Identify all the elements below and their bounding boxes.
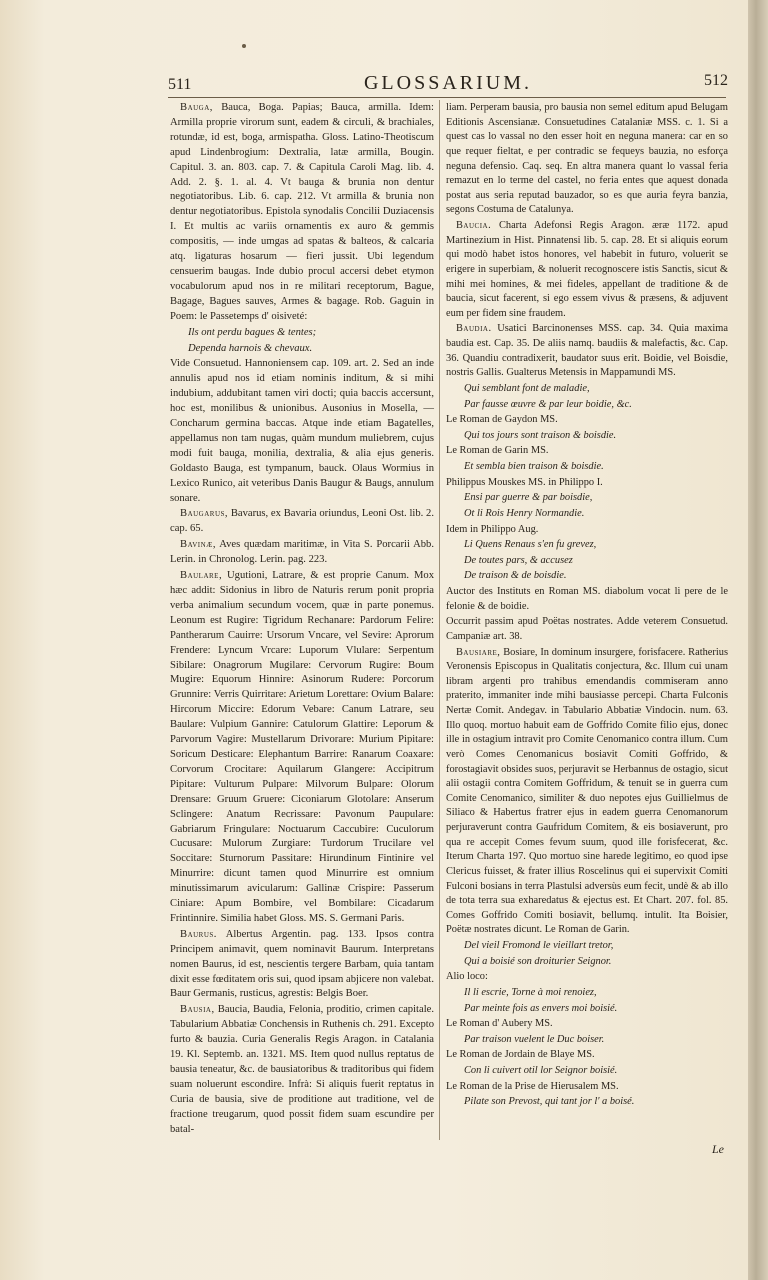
entry-lemma: Baulare,	[180, 570, 223, 582]
entry-paragraph	[170, 507, 434, 537]
verse-line: Con li cuivert otil lor Seignor boisié.	[464, 1065, 618, 1076]
verse-line: Pilate son Prevost, qui tant jor l' a boisé.	[464, 1096, 635, 1108]
source-line: Idem in Philippo Aug.	[446, 523, 539, 535]
ink-spot	[242, 44, 246, 48]
page-header	[168, 72, 728, 98]
source-line: Occurrit passim apud Poëtas nostrates. Adde veterem Consuetud. Campaniæ art. 38.	[446, 616, 728, 642]
entry-paragraph	[170, 1003, 434, 1137]
source-line: Le Roman d' Aubery MS.	[446, 1018, 553, 1030]
column-divider	[439, 100, 440, 1140]
entry-lemma: Baugarus,	[180, 508, 229, 520]
entry-lemma: Baucia.	[456, 220, 492, 231]
entry-text: Baucia, Baudia, Felonia, proditio, crimen capitale. Tabularium Abbatiæ Conchensis in Ruthenis ch. 291. Excepto furto & bauzia. Curia Generalis Regis Aragon. in Catalania 19. Kl. Septemb. an. 1321. MS. Item quod nullus reptatus de bausia teneatur, &c. de bausiatoribus & traditoribus qui fidem suam noluerunt escondire. Infrà: Si aliquis fuerit reptatus in Curia de bausia, sive de proditione aut traditione, vel de fractione treugarum, quod possit fidem suam escundire per batal-	[170, 1004, 434, 1135]
source-line: Auctor des Instituts en Roman MS. diabolum vocat li pere de le felonie & de boidie.	[446, 586, 728, 612]
verse-line: Qui a boisié son droiturier Seignor.	[464, 955, 612, 967]
entry-text: Bauca, Boga. Papias; Bauca, armilla. Idem: Armilla proprie virorum sunt, eadem & circuli, & brachiales, rotundæ, id est, boga, armispatha. Gloss. Latino-Theotiscum apud Lindenbrogium: Dextralia, latæ armilla, Bougin. Capitul. 3. an. 803. cap. 7. & Capitula Caroli Mag. lib. 4. Add. 2. §. 1. al. 4. Vt bauga & brunia non dentur negotiatoribus. Lib. 6. cap. 212. Vt armilla & brunia non dentur negotiatoribus. Epistola synodalis Concilii Duziacensis I. Et multis ac variis ornamentis ex auro & gemmis compositis, — inde umgas ad spatas & balteos, & calcaria atq. ligaturas hosarum — fieri jussit. Ubi legendum censuerim baugas. Inde dubio procul accersi debet etymon vocabulorum apud nos in re militari receptorum, Bague, Bagage, Bagues sauves, Armes & bagage. Rob. Gaguin in Poem: le Passetemps d' oisiveté:	[170, 102, 434, 322]
verse-line: Ot li Rois Henry Normandie.	[464, 507, 585, 519]
entry-paragraph	[170, 538, 434, 568]
entry-paragraph	[446, 646, 728, 939]
verse-line: Ils ont perdu bagues & tentes;	[188, 326, 317, 338]
right-column	[446, 101, 728, 1111]
entry-paragraph	[170, 928, 434, 1003]
verse-line: Par meinte fois as envers moi boisié.	[464, 1002, 618, 1014]
entry-text: Aves quædam maritimæ, in Vita S. Porcarii Abb. Lerin. in Chronolog. Lerin. pag. 223.	[170, 539, 434, 566]
entry-lemma: Baurus.	[180, 928, 217, 940]
verse-line: Li Quens Renaus s'en fu grevez,	[464, 539, 597, 551]
source-line: Le Roman de Gaydon MS.	[446, 414, 558, 426]
source-line: Vide Consuetud. Hannoniensem cap. 109. art. 2. Sed an inde annulis apud nos id etiam nominis inditum, & si mihi indubium, addubitant tamen viri docti; quia baccis accersunt, hoc est, monilibus & unionibus. Ausonius in Mosella, — Concharum germina baccas. Atque inde etiam Bagatelles, appellamus non tam nugas, quàm mundum muliebrem, cujus modi fuit bauga, monilia, dextralia, & alia ejus generis. Goldasto Bauga, est tympanum, bauck. Olaus Wormius in Lexico Runico, ait veteribus Danis Baugur & Baugs, annulum sonare.	[170, 358, 434, 504]
source-line: Le Roman de Garin MS.	[446, 445, 549, 457]
page-number-left: 511	[168, 76, 192, 93]
source-line: Philippus Mouskes MS. in Philippo I.	[446, 476, 603, 488]
source-line: Alio loco:	[446, 971, 488, 983]
continued-paragraph: liam. Perperam bausia, pro bausia non semel editum apud Belugam Editionis Ascensianæ. Consuetudines Catalaniæ MSS. c. 1. Si a quest cas lo vassal no den esser hoit en neguna manera: car en so que requer fieltat, e per contradic se fequeys bauzia, no esforça neguna defensio. Caq. seq. En altra manera quant lo vassal feria remazut en lo terme del castel, no feria entes que aquest donada postat aus seria reputad bauzador, so es que auria feyra banzia, segons Costuma de Catalunya.	[446, 102, 728, 216]
entry-lemma: Bavinæ,	[180, 539, 217, 551]
verse-line: De toutes pars, & accusez	[464, 554, 573, 566]
entry-text: Albertus Argentin. pag. 133. Ipsos contra Principem animavit, quem nominavit Baurum. Interpretans nomen Baurus, id est, nescientis tergere Barbam, quia tantam dixit esse fœditatem oris sui, quod ipsam abjicere non valebat. Baur Germanis, rusticus, agrestis: Belgis Boer.	[170, 928, 434, 1000]
entry-lemma: Bausiare,	[456, 646, 501, 658]
verse-line: Dependa harnois & chevaux.	[188, 342, 313, 354]
verse-line: De traison & de boisdie.	[464, 570, 567, 582]
entry-text: Usatici Barcinonenses MSS. cap. 34. Quia maxima baudia est. Cap. 35. De aliis namq. baudiis & malefactis, &c. Cap. 36. Quandiu contradixerit, baudator suus erit. Boidie, vel Boisdie, nostris Gallis. Gualterus Metensis in Mappamundi MS.	[446, 323, 728, 379]
entry-text: Bavarus, ex Bavaria oriundus, Leoni Ost. lib. 2. cap. 65.	[170, 508, 434, 535]
verse-line: Del vieil Fromond le vieillart tretor,	[464, 940, 614, 951]
verse-line: Il li escrie, Torne à moi renoiez,	[464, 986, 597, 998]
entry-paragraph	[446, 219, 728, 321]
entry-paragraph	[170, 101, 434, 325]
entry-lemma: Baudia.	[456, 323, 492, 335]
entry-text: Charta Adefonsi Regis Aragon. æræ 1172. apud Martinezium in Hist. Pinnatensi lib. 5. cap. 28. Et si aliquis eorum qui modò habet istos honores, vel habebit in futuro, voluerit se erigere in superbiam, & noluerit recognoscere istis Sanctis, sicut & mihi mei homines, & mei fideles, appellant de traditione & de baucia, sicut facerent, si ego essem vivus & præsens, & adjuvent eum per fidem sine fraudem.	[446, 220, 728, 319]
verse-line: Et sembla bien traison & boisdie.	[464, 461, 604, 472]
entry-text: Bosiare, In dominum insurgere, forisfacere. Ratherius Veronensis Episcopus in Qualitatis conjectura, &c. Illum cui unam libram argenti pro trahibus emendandis commiseram anno praterito, immaniter inde mihi bausiasse percepi. Charta Fulconis Nertæ Comit. Andegav. in Tabulario Abbatiæ Vindocin. num. 63. Illo quoq. mortuo habuit eam de Goffrido Comite filio ejus, donec ille in ostagium intravit pro Comite Cenomanico contra illum. Cum verò Comes Cenomanicus bosiavit Comiti Goffrido, & forostagiavit obsides suos, perjuravit se Herbannus de ostagio, sicut alii ostagii contra Comitem Goffridum, & tenuit se in guerra cum Comite Cenomanico, similiter & duo nepotes ejus Guillielmus de Siliaco & Habertus fratrer ejus in eadem guerra Cenomanorum perjuraverunt contra Gaufridum Comitem, & eis bosiaverunt, pro qua re accepit Comes fevum suum, quod ille forisfecerat, &c. Iterum Charta 197. Quo mortuo sine harede legitimo, eo quod ipse Clericus fuisset, & frater illius Roscelinus qui ei supervixit Comiti Fulconi bosians in terra Plastulsi adversùs eum fecit, undè & ab illo de tota terra sua exharedatus & ejectus est. Et Chart. 207. fol. 85. Comes Goffrido Comiti bosiavit, bellumq. intulit. Ita Boisier, Poëtæ nostrates dicunt. Le Roman de Garin.	[446, 646, 728, 936]
verse-line: Ensi par guerre & par boisdie,	[464, 492, 593, 504]
verse-line: Par fausse œuvre & par leur boidie, &c.	[464, 398, 632, 410]
verse-line: Par traison vuelent le Duc boiser.	[464, 1033, 605, 1045]
entry-lemma: Bausia,	[180, 1004, 215, 1016]
running-title: GLOSSARIUM.	[363, 72, 533, 94]
entry-text: Ugutioni, Latrare, & est proprie Canum. Mox hæc addit: Sidonius in libro de Naturis rerum ponit propria verba animalium secundum vocem, quæ in parte ponemus. Leonum est Rugire: Tigridum Rechanare: Pardorum Felire: Pantherarum Cauirre: Ursorum Vncare, vel Sevire: Aprorum Frendere: Lyncum Vrcare: Luporum Vlulare: Serpentum Sibilare: Onagrorum Mugilare: Cervorum Rugire: Boum Mugire: Equorum Hinnire: Asinorum Rudere: Porcorum Grunnire: Verris Quirritare: Arietum Lorettare: Ovium Balare: Hircorum Miccire: Edorum Vebare: Canum Latrare, seu Baulare: Vulpium Gannire: Catulorum Glattire: Leporum & Parvorum Vagire: Mustellarum Drivorare: Murium Pipitare: Soricum Desticare: Elephantum Barrire: Ranarum Coaxare: Corvorum Crocitare: Aquilarum Glangere: Accipitrum Pipitare: Vulturum Pulpare: Milvorum Bulpare: Olorum Drensare: Gruum Gruere: Ciconiarum Glotolare: Anserum Sclingere: Anatum Recrissare: Pavonum Paupulare: Gabriarum Fringulare: Noctuarum Caccubire: Cuculorum Cucusare: Mulorum Zurgiare: Turdorum Trucilare vel Soccitare: Sturnorum Passitare: Hirundinum Fintinire vel Minurrire: dicunt tamen quod Minurrire est omnium minutissimarum avicularum: Gallinæ Crispire: Passerum Ciniare: Apum Bombire, vel Bombilare: Cicadarum Frintinnire. Similia habet Gloss. MS. S. Germani Paris.	[170, 570, 434, 924]
source-line: Le Roman de la Prise de Hierusalem MS.	[446, 1080, 619, 1092]
entry-lemma: Bauga,	[180, 102, 213, 113]
header-rule	[168, 97, 726, 98]
verse-line: Qui tos jours sont traison & boisdie.	[464, 429, 617, 441]
source-line: Le Roman de Jordain de Blaye MS.	[446, 1049, 595, 1061]
page-edge	[748, 0, 768, 1280]
entry-paragraph	[446, 322, 728, 381]
left-column	[170, 101, 434, 1139]
entry-paragraph	[170, 569, 434, 927]
page-number-right: 512	[704, 72, 728, 89]
catchword: Le	[712, 1142, 724, 1156]
verse-line: Qui semblant font de maladie,	[464, 382, 590, 394]
